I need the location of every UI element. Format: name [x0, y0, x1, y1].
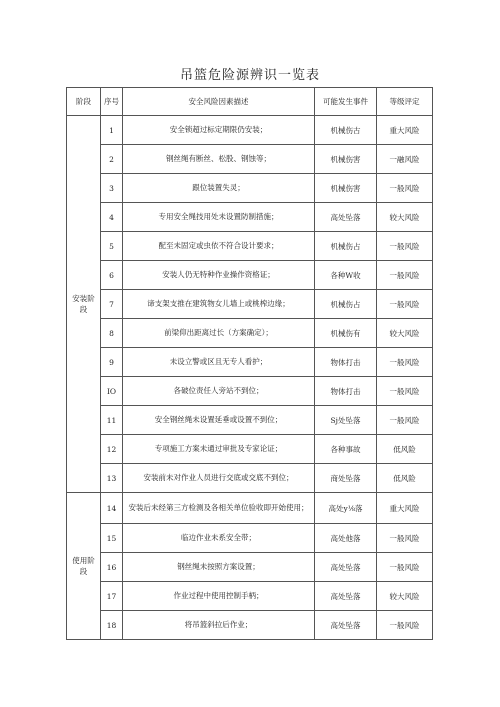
table-row [67, 174, 433, 203]
risk-description-cell: 专用安全绳技用处未设置防制措施； [123, 203, 315, 232]
row-number-cell: 4 [101, 203, 123, 232]
risk-level-cell: 一般风险 [377, 406, 433, 435]
possible-event-cell: 高处他落 [315, 524, 377, 553]
table-row [67, 348, 433, 377]
table-row [67, 203, 433, 232]
header-level: 等级评定 [377, 88, 433, 116]
risk-level-cell: 重大风险 [377, 493, 433, 524]
header-no: 序号 [101, 88, 123, 116]
table-row [67, 377, 433, 406]
possible-event-cell: 各种事故 [315, 435, 377, 464]
row-number-cell: 9 [101, 348, 123, 377]
risk-description-cell: 跟位装置失灵； [123, 174, 315, 203]
table-row [67, 319, 433, 348]
table-row [67, 464, 433, 493]
risk-description-cell: 安装前未对作业人员进行交底或交底不到位； [123, 464, 315, 493]
risk-description-cell: 谛支架支推在建筑物女儿墙上或桃榨边缘； [123, 290, 315, 319]
risk-description-cell: 专项施工方案未通过审批及专家论证； [123, 435, 315, 464]
risk-level-cell: 一般风险 [377, 611, 433, 640]
possible-event-cell: 物体打击 [315, 348, 377, 377]
table-row [67, 261, 433, 290]
table-header-row [67, 88, 433, 116]
risk-level-cell: 低风险 [377, 464, 433, 493]
risk-level-cell: 一般风险 [377, 232, 433, 261]
risk-description-cell: 将吊篮斜拉后作业； [123, 611, 315, 640]
possible-event-cell: 机械伤害 [315, 145, 377, 174]
possible-event-cell: 物体打击 [315, 377, 377, 406]
risk-description-cell: 钢丝绳有断丝、松股、钢蚀等； [123, 145, 315, 174]
risk-level-cell: 较大风险 [377, 319, 433, 348]
risk-level-cell: 一般风险 [377, 174, 433, 203]
risk-level-cell: 一般风险 [377, 348, 433, 377]
row-number-cell: 6 [101, 261, 123, 290]
possible-event-cell: 高处坠落 [315, 611, 377, 640]
risk-description-cell: 安全钢丝绳未设置延垂或设置不到位； [123, 406, 315, 435]
risk-level-cell: 低风险 [377, 435, 433, 464]
possible-event-cell: 各种W收 [315, 261, 377, 290]
risk-description-cell: 各破位责任人旁站不到位； [123, 377, 315, 406]
risk-level-cell: 一般风险 [377, 261, 433, 290]
risk-description-cell: 安装人仍无特种作业操作资格证； [123, 261, 315, 290]
risk-level-cell: 重大风险 [377, 116, 433, 145]
table-row [67, 611, 433, 640]
possible-event-cell: 机械伤占 [315, 232, 377, 261]
row-number-cell: 14 [101, 493, 123, 524]
possible-event-cell: 机械伤害 [315, 174, 377, 203]
risk-level-cell: 一般风险 [377, 524, 433, 553]
row-number-cell: 2 [101, 145, 123, 174]
header-stage: 阶段 [67, 88, 101, 116]
possible-event-cell: 机械伤有 [315, 319, 377, 348]
row-number-cell: 11 [101, 406, 123, 435]
row-number-cell: 17 [101, 582, 123, 611]
risk-level-cell: 一般风险 [377, 377, 433, 406]
table-row [67, 116, 433, 145]
table-body [67, 116, 433, 640]
header-event: 可能发生事件 [315, 88, 377, 116]
risk-level-cell: 一融风险 [377, 145, 433, 174]
risk-description-cell: 未设立警或区且无专人看护； [123, 348, 315, 377]
row-number-cell: 15 [101, 524, 123, 553]
table-row [67, 553, 433, 582]
risk-description-cell: 安全锁超过标定期限仍安装； [123, 116, 315, 145]
risk-level-cell: 一般风险 [377, 553, 433, 582]
risk-description-cell: 钢丝绳未按照方案设置； [123, 553, 315, 582]
risk-table [66, 87, 433, 640]
possible-event-cell: 机械伤古 [315, 116, 377, 145]
risk-level-cell: 较大风险 [377, 203, 433, 232]
possible-event-cell: 高处坠落 [315, 582, 377, 611]
risk-description-cell: 前梁仰出距离过长（方案确定）； [123, 319, 315, 348]
table-row [67, 493, 433, 524]
stage-cell: 使用阶段 [67, 493, 101, 640]
table-row [67, 406, 433, 435]
risk-description-cell: 安装后未经第三方检测及各相关单位验收即开始使用； [123, 493, 315, 524]
row-number-cell: 5 [101, 232, 123, 261]
table-row [67, 290, 433, 319]
row-number-cell: 12 [101, 435, 123, 464]
table-row [67, 232, 433, 261]
row-number-cell: 13 [101, 464, 123, 493]
document-title: 吊篮危险源辨识一览表 [179, 68, 320, 83]
row-number-cell: IO [101, 377, 123, 406]
row-number-cell: 8 [101, 319, 123, 348]
possible-event-cell: 机械伤占 [315, 290, 377, 319]
stage-cell: 安装阶段 [67, 116, 101, 493]
possible-event-cell: 高处坠落 [315, 203, 377, 232]
possible-event-cell: 商处坠落 [315, 464, 377, 493]
possible-event-cell: Sj处坠落 [315, 406, 377, 435]
risk-description-cell: 作业过程中使用控制手柄； [123, 582, 315, 611]
table-row [67, 145, 433, 174]
possible-event-cell: 高处y⅛落 [315, 493, 377, 524]
table-row [67, 582, 433, 611]
risk-level-cell: 较大风险 [377, 582, 433, 611]
row-number-cell: 3 [101, 174, 123, 203]
risk-description-cell: 配至未固定或虫依不符合设计要求； [123, 232, 315, 261]
row-number-cell: 7 [101, 290, 123, 319]
possible-event-cell: 高处坠落 [315, 553, 377, 582]
risk-level-cell: 一般风险 [377, 290, 433, 319]
table-row [67, 524, 433, 553]
risk-description-cell: 临边作业未系安全带； [123, 524, 315, 553]
row-number-cell: 16 [101, 553, 123, 582]
header-desc: 安全风险因素描述 [123, 88, 315, 116]
table-row [67, 435, 433, 464]
row-number-cell: 18 [101, 611, 123, 640]
row-number-cell: 1 [101, 116, 123, 145]
